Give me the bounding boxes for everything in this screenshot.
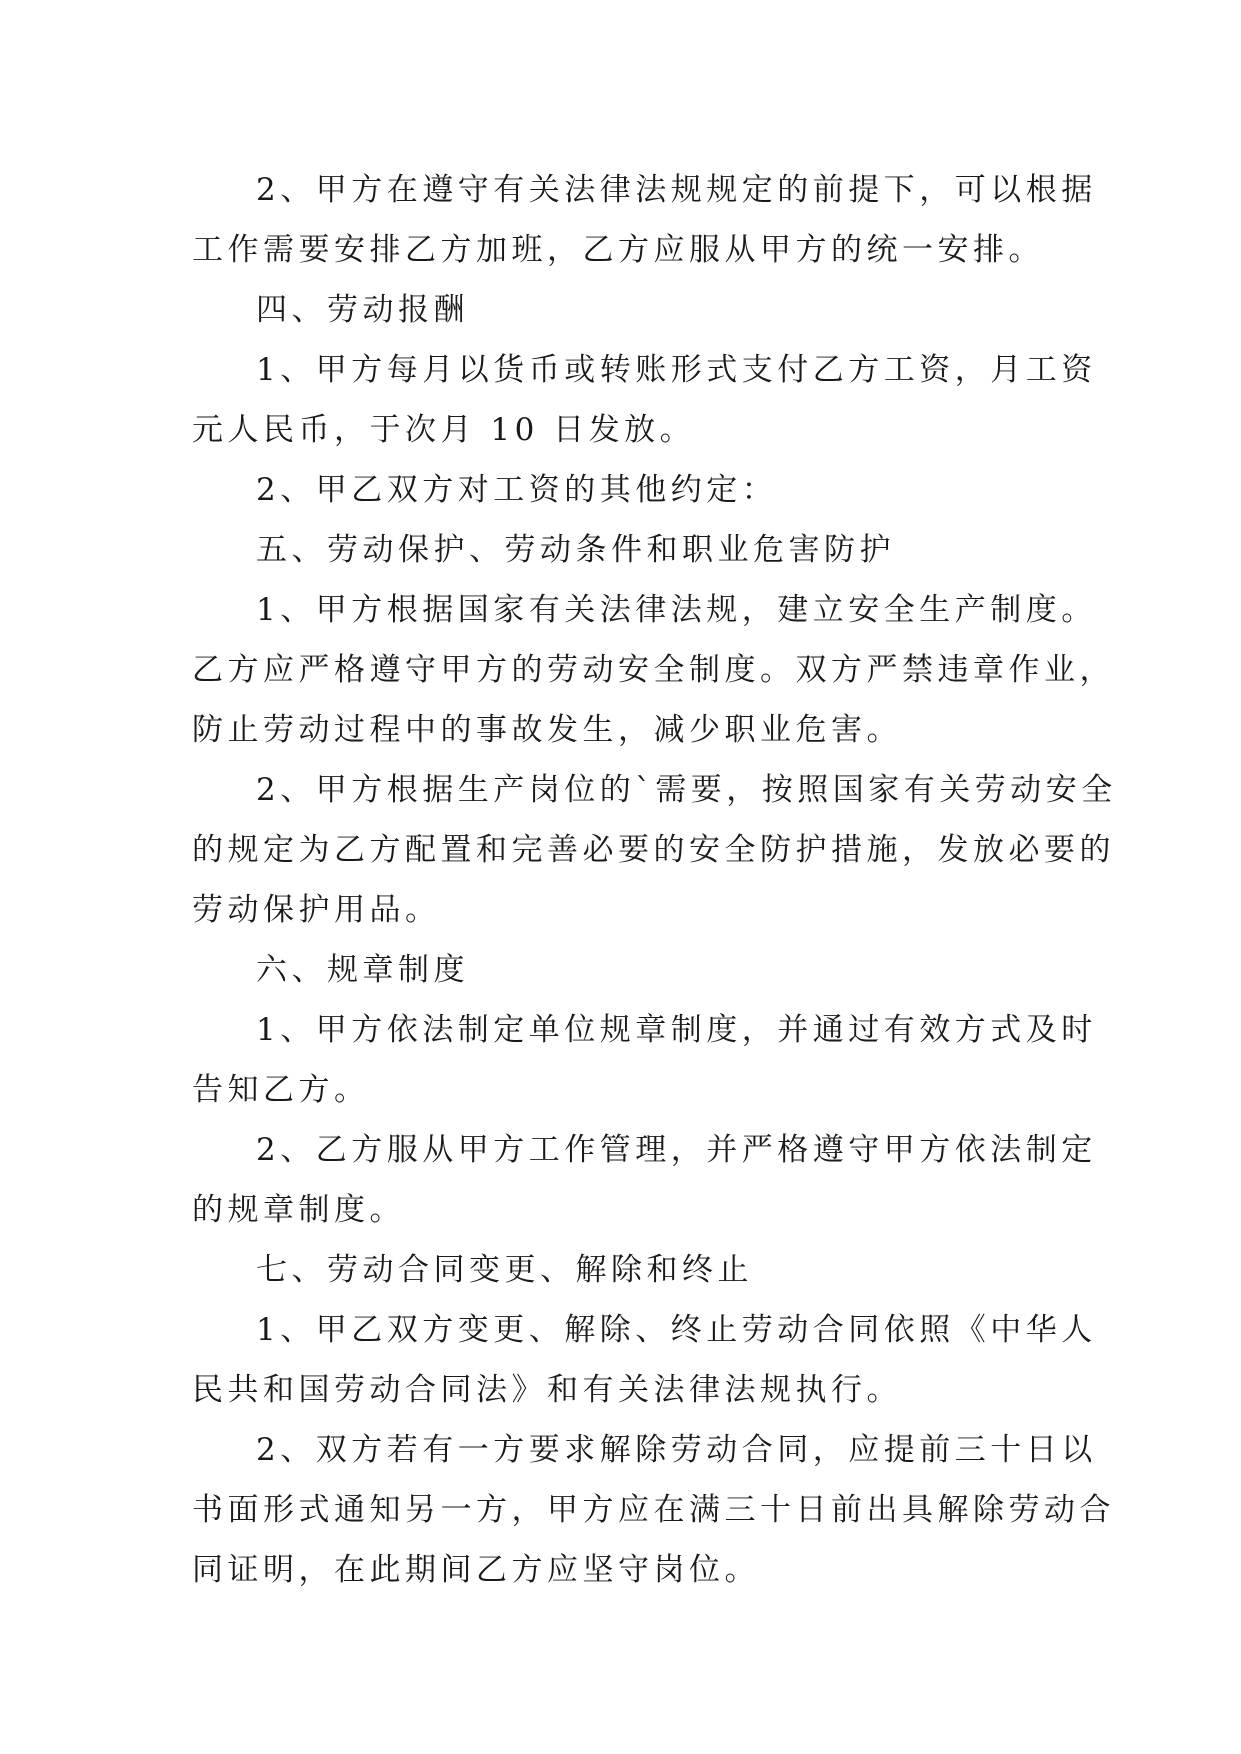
text-line: 书面形式通知另一方，甲方应在满三十日前出具解除劳动合 — [192, 1492, 1115, 1528]
text-line: 民共和国劳动合同法》和有关法律法规执行。 — [192, 1372, 902, 1408]
text-line: 元人民币，于次月 10 日发放。 — [192, 412, 696, 448]
text-line: 1、甲方依法制定单位规章制度，并通过有效方式及时 — [256, 1012, 1097, 1048]
text-line: 2、乙方服从甲方工作管理，并严格遵守甲方依法制定 — [256, 1132, 1097, 1168]
text-line: 1、甲方根据国家有关法律法规，建立安全生产制度。 — [256, 592, 1097, 628]
text-line: 2、双方若有一方要求解除劳动合同，应提前三十日以 — [256, 1432, 1097, 1468]
section-heading: 六、规章制度 — [256, 952, 469, 988]
text-line: 防止劳动过程中的事故发生，减少职业危害。 — [192, 712, 902, 748]
section-heading: 七、劳动合同变更、解除和终止 — [256, 1252, 753, 1288]
text-line: 2、甲方根据生产岗位的`需要，按照国家有关劳动安全 — [256, 772, 1117, 808]
section-heading: 五、劳动保护、劳动条件和职业危害防护 — [256, 532, 895, 568]
section-heading: 四、劳动报酬 — [256, 292, 469, 328]
text-line: 的规定为乙方配置和完善必要的安全防护措施，发放必要的 — [192, 832, 1115, 868]
text-line: 1、甲方每月以货币或转账形式支付乙方工资，月工资 — [256, 352, 1097, 388]
text-line: 的规章制度。 — [192, 1192, 405, 1228]
contract-text-body — [192, 160, 1117, 1600]
text-line: 2、甲乙双方对工资的其他约定： — [256, 472, 778, 508]
text-line: 1、甲乙双方变更、解除、终止劳动合同依照《中华人 — [256, 1312, 1097, 1348]
text-line: 乙方应严格遵守甲方的劳动安全制度。双方严禁违章作业， — [192, 652, 1115, 688]
text-line: 劳动保护用品。 — [192, 892, 441, 928]
text-line: 告知乙方。 — [192, 1072, 370, 1108]
text-line: 工作需要安排乙方加班，乙方应服从甲方的统一安排。 — [192, 232, 1044, 268]
text-line: 2、甲方在遵守有关法律法规规定的前提下，可以根据 — [256, 172, 1097, 208]
text-line: 同证明，在此期间乙方应坚守岗位。 — [192, 1552, 760, 1588]
